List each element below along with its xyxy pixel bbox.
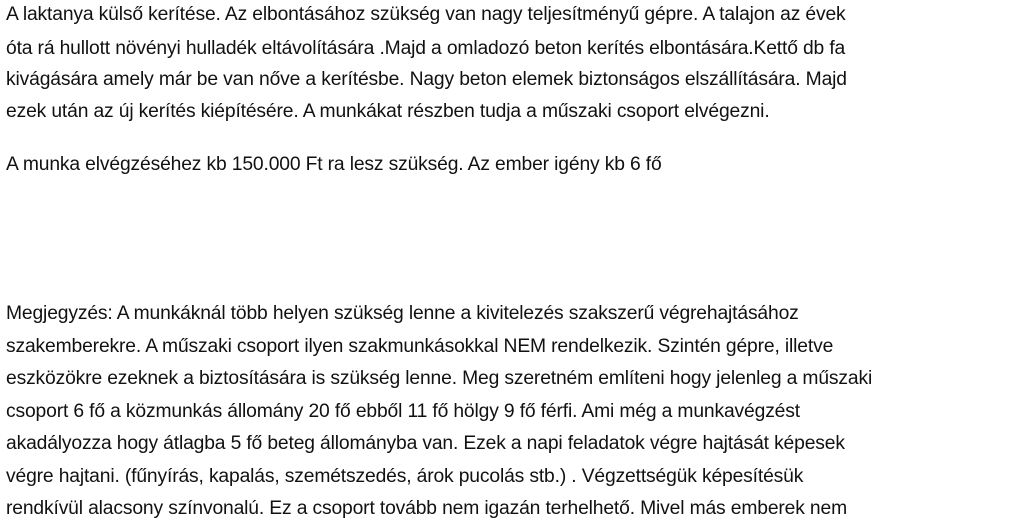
text-line: A munka elvégzéséhez kb 150.000 Ft ra lesz szükség. Az ember igény kb 6 fő [6, 154, 662, 175]
text-line: rendkívül alacsony színvonalú. Ez a csoport tovább nem igazán terhelhető. Mivel más emberek nem [6, 498, 847, 519]
text-line: kivágására amely már be van nőve a kerítésbe. Nagy beton elemek biztonságos elszállítására. Majd [6, 69, 847, 90]
text-line: végre hajtani. (fűnyírás, kapalás, szemétszedés, árok pucolás stb.) . Végzettségük képesítésük [6, 466, 804, 487]
text-line: csoport 6 fő a közmunkás állomány 20 fő ebből 11 fő hölgy 9 fő férfi. Ami még a munkavégzést [6, 401, 800, 422]
text-line: óta rá hullott növényi hulladék eltávolítására .Majd a omladozó beton kerítés elbontására.Kettő db fa [6, 38, 846, 59]
text-line: szakemberekre. A műszaki csoport ilyen szakmunkásokkal NEM rendelkezik. Szintén gépre, illetve [6, 336, 834, 357]
text-line: A laktanya külső kerítése. Az elbontásához szükség van nagy teljesítményű gépre. A talajon az évek [6, 4, 846, 25]
text-line: eszközökre ezeknek a biztosítására is szükség lenne. Meg szeretném említeni hogy jelenleg a műszaki [6, 368, 873, 389]
text-line: akadályozza hogy átlagba 5 fő beteg állományba van. Ezek a napi feladatok végre hajtását képesek [6, 433, 845, 454]
text-line: Megjegyzés: A munkáknál több helyen szükség lenne a kivitelezés szakszerű végrehajtásához [6, 303, 799, 324]
text-line: ezek után az új kerítés kiépítésére. A munkákat részben tudja a műszaki csoport elvégezni. [6, 101, 770, 122]
